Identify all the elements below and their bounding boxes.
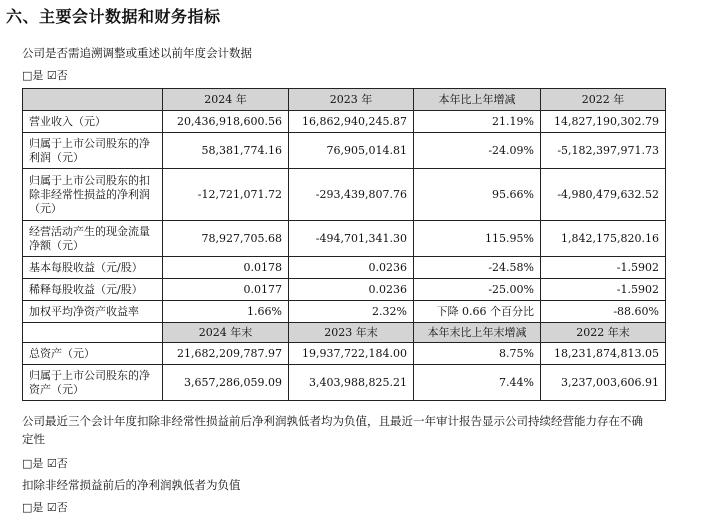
going-concern-options: □是 ☑否 bbox=[22, 457, 68, 470]
table-row bbox=[23, 301, 666, 323]
value-cell: -5,182,397,971.73 bbox=[541, 133, 666, 169]
table-header-row bbox=[23, 89, 666, 111]
table-row bbox=[23, 365, 666, 401]
table-row bbox=[23, 169, 666, 221]
table-header-row bbox=[23, 323, 666, 343]
value-cell: 20,436,918,600.56 bbox=[163, 111, 289, 133]
row-label: 归属于上市公司股东的净资产（元） bbox=[23, 365, 163, 401]
value-cell: 21.19% bbox=[414, 111, 541, 133]
row-label: 归属于上市公司股东的净利润（元） bbox=[23, 133, 163, 169]
header-cell: 本年末比上年末增减 bbox=[414, 323, 541, 343]
table-row bbox=[23, 133, 666, 169]
header-cell: 2023 年 bbox=[289, 89, 414, 111]
value-cell: 0.0236 bbox=[289, 279, 414, 301]
header-cell bbox=[23, 323, 163, 343]
row-label: 归属于上市公司股东的扣除非经常性损益的净利润（元） bbox=[23, 169, 163, 221]
header-cell bbox=[23, 89, 163, 111]
table-row bbox=[23, 111, 666, 133]
net-profit-question: 扣除非经常损益前后的净利润孰低者为负值 bbox=[22, 478, 241, 492]
value-cell: -1.5902 bbox=[541, 257, 666, 279]
value-cell: -24.09% bbox=[414, 133, 541, 169]
value-cell: 1,842,175,820.16 bbox=[541, 221, 666, 257]
value-cell: 58,381,774.16 bbox=[163, 133, 289, 169]
value-cell: 95.66% bbox=[414, 169, 541, 221]
net-profit-options: □是 ☑否 bbox=[22, 501, 68, 514]
header-cell: 2022 年 bbox=[541, 89, 666, 111]
value-cell: -4,980,479,632.52 bbox=[541, 169, 666, 221]
header-cell: 2022 年末 bbox=[541, 323, 666, 343]
value-cell: 78,927,705.68 bbox=[163, 221, 289, 257]
value-cell: 76,905,014.81 bbox=[289, 133, 414, 169]
value-cell: 3,403,988,825.21 bbox=[289, 365, 414, 401]
row-label: 稀释每股收益（元/股） bbox=[23, 279, 163, 301]
row-label: 营业收入（元） bbox=[23, 111, 163, 133]
header-cell: 2024 年 bbox=[163, 89, 289, 111]
table-row bbox=[23, 221, 666, 257]
value-cell: 3,657,286,059.09 bbox=[163, 365, 289, 401]
value-cell: -24.58% bbox=[414, 257, 541, 279]
financial-data-table bbox=[22, 88, 666, 401]
value-cell: 8.75% bbox=[414, 343, 541, 365]
value-cell: 19,937,722,184.00 bbox=[289, 343, 414, 365]
value-cell: -1.5902 bbox=[541, 279, 666, 301]
value-cell: -293,439,807.76 bbox=[289, 169, 414, 221]
restatement-options: □是 ☑否 bbox=[22, 69, 68, 82]
header-cell: 2024 年末 bbox=[163, 323, 289, 343]
value-cell: 2.32% bbox=[289, 301, 414, 323]
header-cell: 本年比上年增减 bbox=[414, 89, 541, 111]
table-row bbox=[23, 343, 666, 365]
table-row bbox=[23, 279, 666, 301]
value-cell: 18,231,874,813.05 bbox=[541, 343, 666, 365]
row-label: 基本每股收益（元/股） bbox=[23, 257, 163, 279]
value-cell: 1.66% bbox=[163, 301, 289, 323]
restatement-question: 公司是否需追溯调整或重述以前年度会计数据 bbox=[22, 46, 252, 60]
section-heading: 六、主要会计数据和财务指标 bbox=[6, 7, 221, 26]
table-row bbox=[23, 257, 666, 279]
value-cell: -12,721,071.72 bbox=[163, 169, 289, 221]
value-cell: 0.0177 bbox=[163, 279, 289, 301]
row-label: 经营活动产生的现金流量净额（元） bbox=[23, 221, 163, 257]
value-cell: -88.60% bbox=[541, 301, 666, 323]
value-cell: 下降 0.66 个百分比 bbox=[414, 301, 541, 323]
row-label: 加权平均净资产收益率 bbox=[23, 301, 163, 323]
row-label: 总资产（元） bbox=[23, 343, 163, 365]
value-cell: 16,862,940,245.87 bbox=[289, 111, 414, 133]
value-cell: -25.00% bbox=[414, 279, 541, 301]
going-concern-note: 公司最近三个会计年度扣除非经常性损益前后净利润孰低者均为负值，且最近一年审计报告显示公司持续经营能力存在不确定性 bbox=[22, 414, 643, 446]
value-cell: 7.44% bbox=[414, 365, 541, 401]
header-cell: 2023 年末 bbox=[289, 323, 414, 343]
value-cell: 21,682,209,787.97 bbox=[163, 343, 289, 365]
value-cell: 115.95% bbox=[414, 221, 541, 257]
value-cell: -494,701,341.30 bbox=[289, 221, 414, 257]
value-cell: 0.0178 bbox=[163, 257, 289, 279]
value-cell: 14,827,190,302.79 bbox=[541, 111, 666, 133]
value-cell: 3,237,003,606.91 bbox=[541, 365, 666, 401]
value-cell: 0.0236 bbox=[289, 257, 414, 279]
